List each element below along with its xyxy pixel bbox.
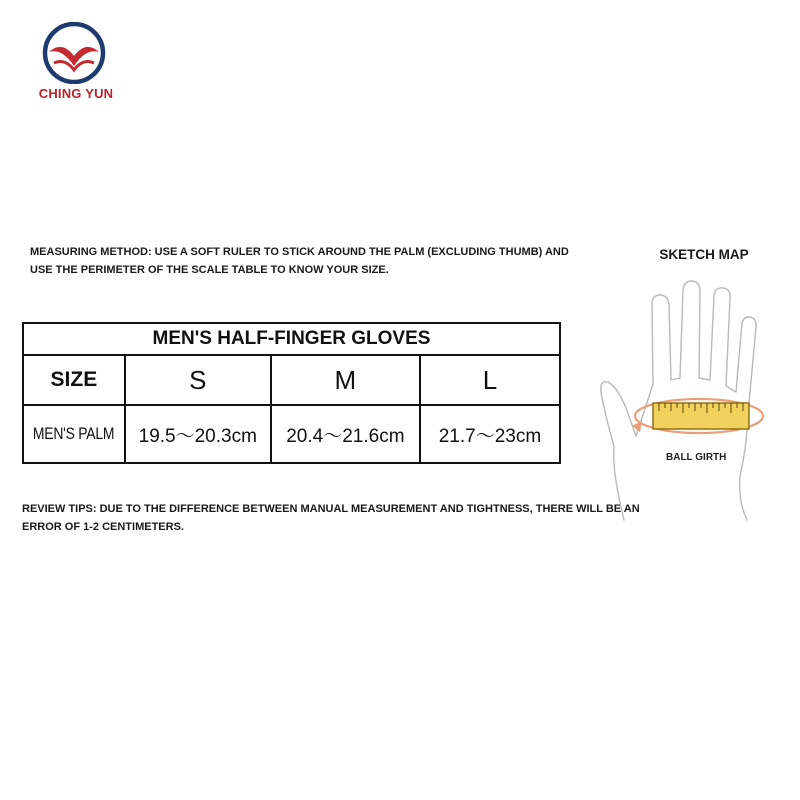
brand-name: CHING YUN [38,86,114,101]
size-header: SIZE [23,355,125,405]
hand-sketch [598,276,768,522]
palm-s: 19.5～20.3cm [125,405,271,463]
palm-header: MEN'S PALM [33,424,115,444]
size-l: L [420,355,560,405]
palm-row [23,405,560,463]
hand-outline-icon [598,276,768,522]
measuring-method-text: MEASURING METHOD: USE A SOFT RULER TO STICK AROUND THE PALM (EXCLUDING THUMB) AND USE THE PERIMETER OF THE SCALE TABLE TO KNOW YOUR SIZE. [30,246,569,276]
table-title: MEN'S HALF-FINGER GLOVES [23,323,560,355]
size-m: M [271,355,420,405]
table-title-row [23,323,560,355]
review-tips-text: REVIEW TIPS: DUE TO THE DIFFERENCE BETWEEN MANUAL MEASUREMENT AND TIGHTNESS, THERE WILL BE AN ERROR OF 1-2 CENTIMETERS. [22,503,640,533]
ball-girth-label: BALL GIRTH [666,452,727,463]
sketch-map-title: SKETCH MAP [659,247,749,262]
ching-yun-logo-icon [40,22,112,84]
brand-logo [28,22,124,104]
palm-header-cell [23,405,125,463]
size-s: S [125,355,271,405]
size-row [23,355,560,405]
size-table [22,322,561,464]
palm-m: 20.4～21.6cm [271,405,420,463]
palm-l: 21.7～23cm [420,405,560,463]
